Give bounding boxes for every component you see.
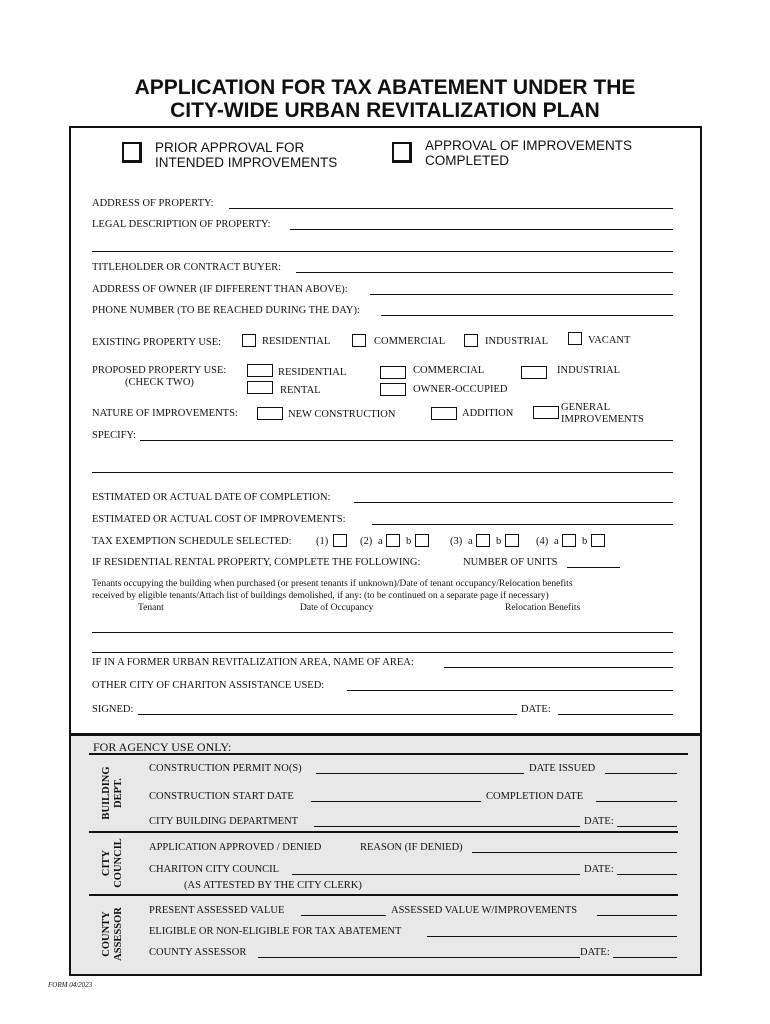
new-construction-label: NEW CONSTRUCTION [288, 409, 396, 420]
schedule-option-2-label: (2) [360, 536, 373, 547]
schedule-option-3-label: (3) [450, 536, 463, 547]
city-council-date-field[interactable] [617, 874, 677, 875]
city-council-date-label: DATE: [584, 864, 614, 875]
schedule-2a-checkbox[interactable] [386, 534, 400, 547]
prior-approval-checkbox[interactable] [122, 142, 142, 163]
tenants-instruction-1: Tenants occupying the building when purchased (or present tenants if unknown)/Date of tenant occupancy/Relocation benefits [92, 579, 573, 589]
proposed-commercial-checkbox[interactable] [380, 366, 406, 379]
schedule-3a-checkbox[interactable] [476, 534, 490, 547]
proposed-commercial-label: COMMERCIAL [413, 365, 485, 376]
schedule-3b-label: b [496, 536, 502, 547]
proposed-industrial-checkbox[interactable] [521, 366, 547, 379]
building-department-field[interactable] [314, 826, 580, 827]
schedule-4a-checkbox[interactable] [562, 534, 576, 547]
date-of-occupancy-column-header: Date of Occupancy [300, 603, 374, 613]
general-improvements-checkbox[interactable] [533, 406, 559, 419]
completed-approval-label-1: APPROVAL OF IMPROVEMENTS [425, 138, 633, 153]
general-improvements-label-1: GENERAL [561, 402, 610, 413]
form-title-line2: CITY-WIDE URBAN REVITALIZATION PLAN [170, 99, 600, 122]
building-section-divider [89, 831, 678, 833]
reason-field[interactable] [472, 852, 677, 853]
schedule-option-4-label: (4) [536, 536, 549, 547]
specify-field[interactable] [140, 440, 673, 441]
permit-label: CONSTRUCTION PERMIT NO(S) [149, 763, 302, 774]
permit-field[interactable] [316, 773, 524, 774]
agency-use-header: FOR AGENCY USE ONLY: [93, 740, 232, 754]
new-construction-checkbox[interactable] [257, 407, 283, 420]
county-assessor-date-label: DATE: [580, 947, 610, 958]
tenant-column-header: Tenant [138, 603, 164, 613]
titleholder-field[interactable] [296, 272, 673, 273]
proposed-owner-occupied-label: OWNER-OCCUPIED [413, 384, 508, 395]
city-council-section-label: CITY COUNCIL [101, 838, 124, 888]
owner-address-label: ADDRESS OF OWNER (IF DIFFERENT THAN ABOVE): [92, 284, 348, 295]
building-department-date-label: DATE: [584, 816, 614, 827]
other-assistance-field[interactable] [347, 690, 673, 691]
address-field[interactable] [229, 208, 673, 209]
proposed-industrial-label: INDUSTRIAL [557, 365, 620, 376]
legal-description-field[interactable] [290, 229, 673, 230]
agency-header-divider [89, 753, 688, 755]
present-value-label: PRESENT ASSESSED VALUE [149, 905, 285, 916]
city-council-label: CHARITON CITY COUNCIL [149, 864, 280, 875]
legal-description-field-2[interactable] [92, 251, 673, 252]
existing-commercial-checkbox[interactable] [352, 334, 366, 347]
existing-use-label: EXISTING PROPERTY USE: [92, 337, 222, 348]
nature-label: NATURE OF IMPROVEMENTS: [92, 408, 238, 419]
eligible-field[interactable] [427, 936, 677, 937]
existing-industrial-checkbox[interactable] [464, 334, 478, 347]
specify-field-2[interactable] [92, 472, 673, 473]
county-assessor-field[interactable] [258, 957, 580, 958]
completion-cost-label: ESTIMATED OR ACTUAL COST OF IMPROVEMENTS: [92, 514, 346, 525]
tenant-row-1-field[interactable] [92, 632, 673, 633]
start-date-label: CONSTRUCTION START DATE [149, 791, 294, 802]
proposed-residential-label: RESIDENTIAL [278, 367, 347, 378]
proposed-use-sub: (CHECK TWO) [125, 377, 194, 388]
start-date-field[interactable] [311, 801, 481, 802]
addition-label: ADDITION [462, 408, 514, 419]
existing-vacant-label: VACANT [588, 335, 631, 346]
schedule-option-1-label: (1) [316, 536, 329, 547]
form-title-line1: APPLICATION FOR TAX ABATEMENT UNDER THE [134, 76, 636, 99]
signed-label: SIGNED: [92, 704, 134, 715]
proposed-rental-label: RENTAL [280, 385, 321, 396]
assessed-improvements-label: ASSESSED VALUE W/IMPROVEMENTS [391, 905, 578, 916]
existing-vacant-checkbox[interactable] [568, 332, 582, 345]
completed-approval-checkbox[interactable] [392, 142, 412, 163]
proposed-rental-checkbox[interactable] [247, 381, 273, 394]
address-label: ADDRESS OF PROPERTY: [92, 198, 214, 209]
number-of-units-label: NUMBER OF UNITS [463, 557, 558, 568]
rental-instruction: IF RESIDENTIAL RENTAL PROPERTY, COMPLETE THE FOLLOWING: [92, 557, 421, 568]
building-dept-section-label: BUILDING DEPT. [101, 766, 124, 820]
phone-label: PHONE NUMBER (TO BE REACHED DURING THE DAY): [92, 305, 360, 316]
tenants-instruction-2: received by eligible tenants/Attach list of buildings demolished, if any: (to be continued on a separate page if necessary) [92, 591, 549, 601]
former-area-field[interactable] [444, 667, 673, 668]
owner-address-field[interactable] [370, 294, 673, 295]
legal-description-label: LEGAL DESCRIPTION OF PROPERTY: [92, 219, 271, 230]
number-of-units-field[interactable] [567, 567, 620, 568]
existing-residential-label: RESIDENTIAL [262, 336, 331, 347]
attested-label: (AS ATTESTED BY THE CITY CLERK) [184, 880, 362, 891]
agency-completion-date-field[interactable] [596, 801, 677, 802]
schedule-label: TAX EXEMPTION SCHEDULE SELECTED: [92, 536, 292, 547]
signed-date-field[interactable] [558, 714, 673, 715]
proposed-residential-checkbox[interactable] [247, 364, 273, 377]
completion-date-label: ESTIMATED OR ACTUAL DATE OF COMPLETION: [92, 492, 331, 503]
completion-date-field[interactable] [354, 502, 673, 503]
county-assessor-date-field[interactable] [613, 957, 677, 958]
completion-cost-field[interactable] [372, 524, 673, 525]
tenant-row-2-field[interactable] [92, 652, 673, 653]
general-improvements-label-2: IMPROVEMENTS [561, 414, 644, 425]
date-issued-label: DATE ISSUED [529, 763, 596, 774]
schedule-2b-checkbox[interactable] [415, 534, 429, 547]
approved-denied-label: APPLICATION APPROVED / DENIED [149, 842, 322, 853]
date-issued-field[interactable] [605, 773, 677, 774]
reason-label: REASON (IF DENIED) [360, 842, 463, 853]
schedule-2b-label: b [406, 536, 412, 547]
schedule-2a-label: a [378, 536, 383, 547]
council-section-divider [89, 894, 678, 896]
county-assessor-label: COUNTY ASSESSOR [149, 947, 247, 958]
completion-date-label-agency: COMPLETION DATE [486, 791, 584, 802]
existing-industrial-label: INDUSTRIAL [485, 336, 548, 347]
schedule-4b-label: b [582, 536, 588, 547]
city-council-field[interactable] [292, 874, 580, 875]
existing-commercial-label: COMMERCIAL [374, 336, 446, 347]
eligible-label: ELIGIBLE OR NON-ELIGIBLE FOR TAX ABATEMENT [149, 926, 402, 937]
building-department-date-field[interactable] [617, 826, 677, 827]
prior-approval-label-2: INTENDED IMPROVEMENTS [155, 155, 338, 170]
completed-approval-label-2: COMPLETED [425, 153, 510, 168]
schedule-4a-label: a [554, 536, 559, 547]
signature-field[interactable] [138, 714, 517, 715]
specify-label: SPECIFY: [92, 430, 136, 441]
building-department-label: CITY BUILDING DEPARTMENT [149, 816, 299, 827]
former-area-label: IF IN A FORMER URBAN REVITALIZATION AREA, NAME OF AREA: [92, 657, 414, 668]
addition-checkbox[interactable] [431, 407, 457, 420]
present-value-field[interactable] [301, 915, 386, 916]
schedule-1-checkbox[interactable] [333, 534, 347, 547]
schedule-3b-checkbox[interactable] [505, 534, 519, 547]
schedule-3a-label: a [468, 536, 473, 547]
form-version: FORM 04/2023 [48, 981, 93, 989]
existing-residential-checkbox[interactable] [242, 334, 256, 347]
proposed-use-label: PROPOSED PROPERTY USE: [92, 365, 227, 376]
county-assessor-section-label: COUNTY ASSESSOR [101, 907, 124, 961]
proposed-owner-occupied-checkbox[interactable] [380, 383, 406, 396]
relocation-benefits-column-header: Relocation Benefits [505, 603, 581, 613]
signed-date-label: DATE: [521, 704, 551, 715]
phone-field[interactable] [381, 315, 673, 316]
schedule-4b-checkbox[interactable] [591, 534, 605, 547]
assessed-improvements-field[interactable] [597, 915, 677, 916]
other-assistance-label: OTHER CITY OF CHARITON ASSISTANCE USED: [92, 680, 325, 691]
titleholder-label: TITLEHOLDER OR CONTRACT BUYER: [92, 262, 282, 273]
prior-approval-label-1: PRIOR APPROVAL FOR [155, 140, 305, 155]
